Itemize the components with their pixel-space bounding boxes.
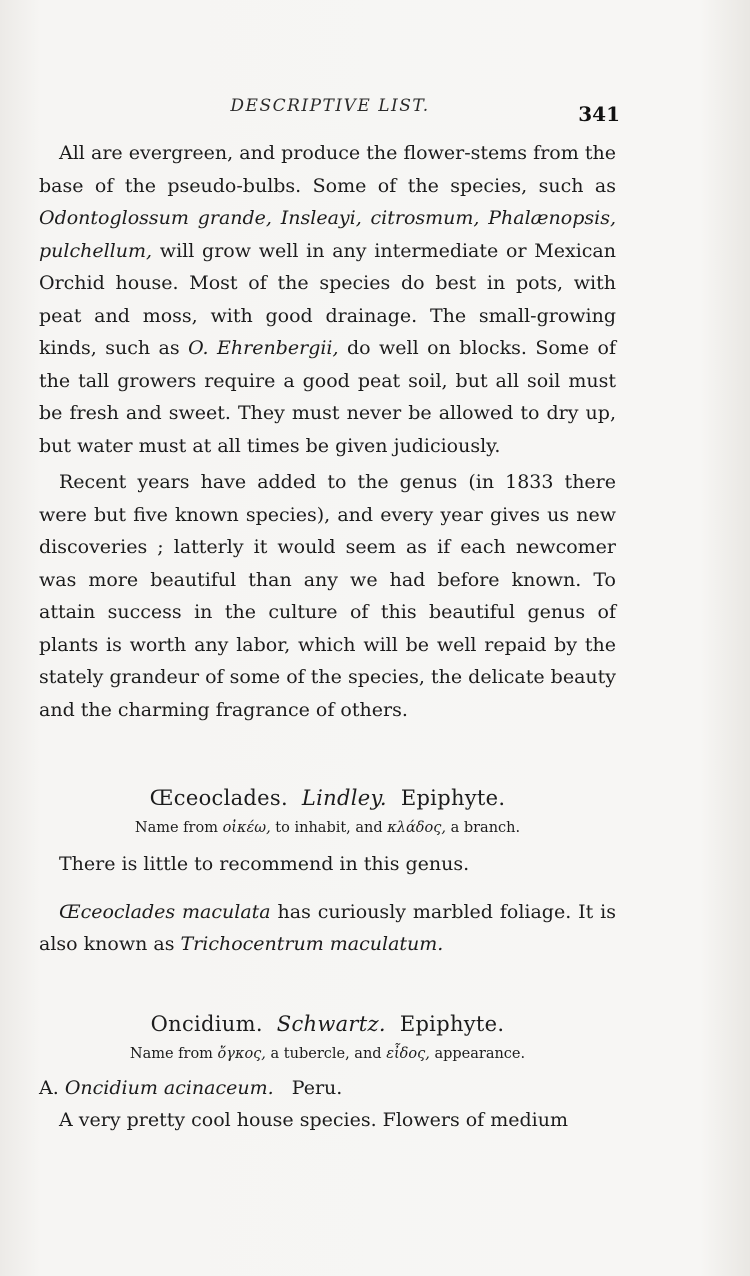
etymology xyxy=(39,1046,616,1062)
species-name: O. Ehrenbergii, xyxy=(188,337,339,359)
text-run: will grow well in any intermediate or Mexican Orchid house. Most of the species do best in pots, with peat and moss, with good drainage. The small-growing kinds, such as xyxy=(39,239,616,359)
species-heading xyxy=(39,1072,616,1104)
running-head: DESCRIPTIVE LIST. xyxy=(230,96,430,116)
genus-heading xyxy=(39,1012,616,1036)
paragraph-culture xyxy=(39,137,616,462)
greek-word: κλάδος, xyxy=(387,820,446,836)
species-name: Œceoclades maculata xyxy=(59,901,271,923)
section-oncidium xyxy=(39,1012,616,1136)
page-number: 341 xyxy=(578,102,620,126)
greek-word: οἰκέω, xyxy=(222,820,271,836)
text-run: All are evergreen, and produce the flower-stems from the base of the pseudo-bulbs. Some of the species, such as xyxy=(39,142,616,197)
text-run: appearance. xyxy=(429,1046,526,1062)
species-note xyxy=(39,896,616,960)
text-run: Name from xyxy=(129,1046,218,1062)
synonym-name: Trichocentrum maculatum. xyxy=(180,933,444,955)
genus-author: Lindley. xyxy=(301,786,387,810)
etymology xyxy=(39,820,616,836)
text-run: to inhabit, and xyxy=(270,820,388,836)
genus-heading xyxy=(39,786,616,810)
text-run: do well on blocks. Some of the tall growers require a good peat soil, but all soil must be fresh and sweet. They must never be allowed to dry up, but water must at all times be given judiciously. xyxy=(39,337,616,457)
text-run: Name from xyxy=(134,820,223,836)
greek-word: ὄγκος, xyxy=(217,1046,266,1062)
greek-word: εἶδος, xyxy=(386,1046,430,1062)
species-origin: Peru. xyxy=(291,1077,343,1099)
text-run: has curiously marbled foliage. It is also known as xyxy=(39,901,617,955)
page-header xyxy=(40,96,620,126)
genus-name: Œceoclades. xyxy=(149,786,288,810)
text-run: a branch. xyxy=(445,820,521,836)
species-entry xyxy=(39,1072,616,1136)
species-name: Oncidium acinaceum. xyxy=(64,1077,274,1099)
intro-text xyxy=(39,137,616,726)
genus-habit: Epiphyte. xyxy=(399,1012,505,1036)
section-oeceoclades xyxy=(39,786,616,960)
text-run: a tubercle, and xyxy=(265,1046,387,1062)
species-description: A very pretty cool house species. Flowers of medium xyxy=(59,1109,569,1131)
genus-remark: There is little to recommend in this genus. xyxy=(59,853,470,875)
genus-name: Oncidium. xyxy=(150,1012,263,1036)
genus-description xyxy=(39,848,616,960)
entry-label: A. xyxy=(39,1077,59,1099)
species-list: Odontoglossum grande, Insleayi, citrosmum, Phalænopsis, pulchellum, xyxy=(39,207,616,262)
genus-habit: Epiphyte. xyxy=(400,786,506,810)
genus-author: Schwartz. xyxy=(276,1012,386,1036)
paragraph-history: Recent years have added to the genus (in 1833 there were but five known species), and every year gives us new discoveries ; latterly it would seem as if each newcomer was more beautiful than any we had before known. To attain success in the culture of this beautiful genus of plants is worth any labor, which will be well repaid by the stately grandeur of some of the species, the delicate beauty and the charming fragrance of others. xyxy=(39,471,616,721)
